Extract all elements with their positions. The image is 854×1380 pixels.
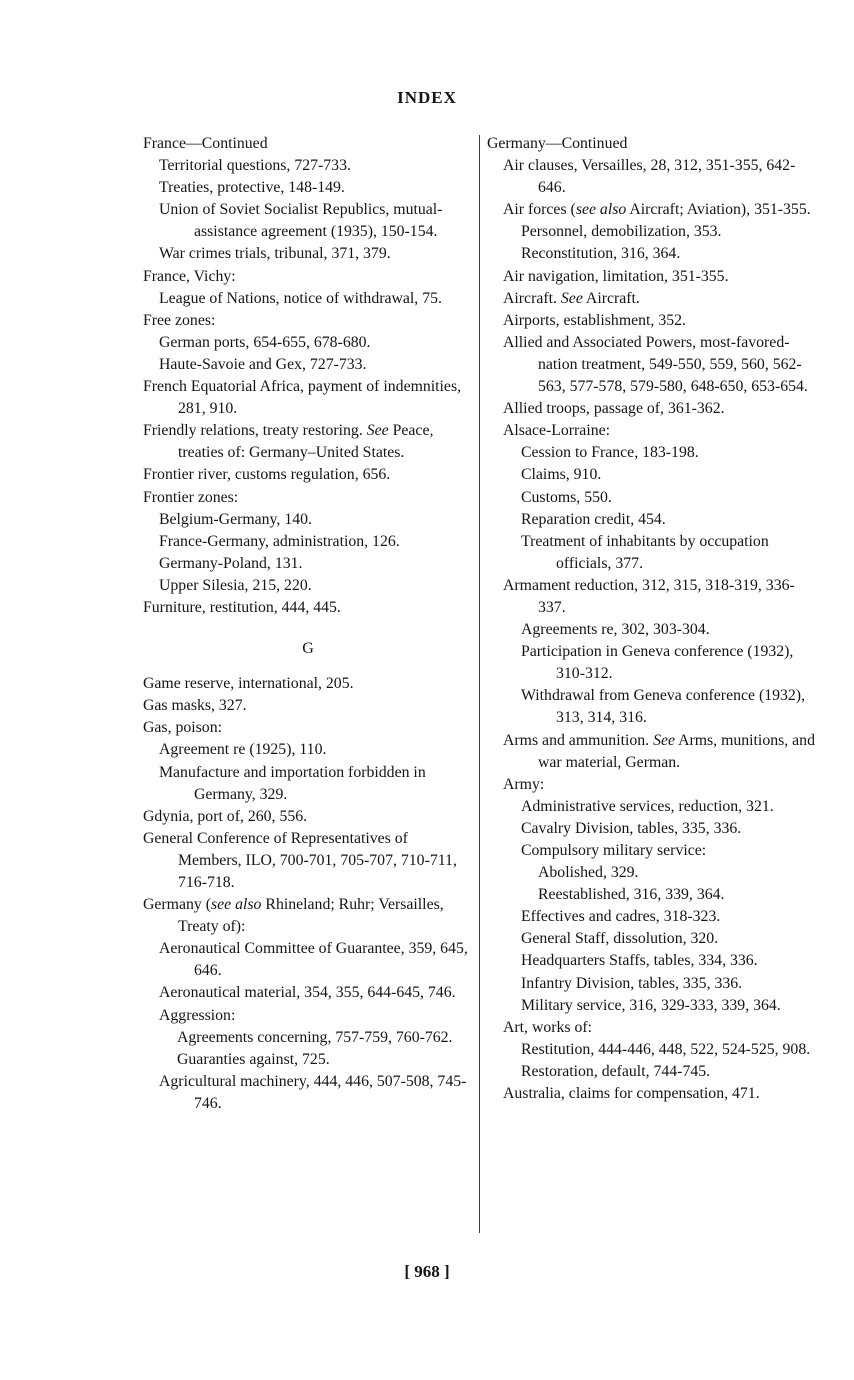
see-reference: See [653,731,675,749]
index-entry [487,398,819,420]
index-entry [487,575,819,619]
entry-text: Gas masks, 327. [143,697,247,715]
index-entry [143,509,473,531]
index-entry [487,884,819,906]
index-entry [487,487,819,509]
index-entry [143,739,473,761]
index-entry [487,288,819,310]
entry-text: Manufacture and importation forbidden in Germany, 329. [159,763,426,803]
entry-text: German ports, 654-655, 678-680. [159,333,371,351]
entry-text: Air navigation, limitation, 351-355. [503,267,729,285]
entry-text: Frontier river, customs regulation, 656. [143,466,391,484]
entry-text: Aircraft. [503,289,557,307]
index-entry [487,133,819,155]
entry-text: Haute-Savoie and Gex, 727-733. [159,355,367,373]
index-entry [487,243,819,265]
index-entry [487,619,819,641]
entry-text: Air forces ( [503,201,576,219]
entry-text: Game reserve, international, 205. [143,675,354,693]
index-entry [143,199,473,243]
entry-text: Agreements re, 302, 303-304. [521,621,710,639]
entry-text: Germany ( [143,896,211,914]
index-entry [143,982,473,1004]
entry-text: Aeronautical Committee of Guarantee, 359, 645, 646. [159,940,468,980]
page-number: [ 968 ] [404,1262,450,1281]
entry-reference-target: Aircraft; Aviation), 351-355. [629,201,811,219]
index-entry [487,906,819,928]
entry-text: France-Germany, administration, 126. [159,532,400,550]
entry-text: Furniture, restitution, 444, 445. [143,598,341,616]
index-entry [487,641,819,685]
entry-text: Gas, poison: [143,719,222,737]
section-letter-heading: G [302,640,314,658]
entry-text: Aggression: [159,1006,236,1024]
entry-text: Armament reduction, 312, 315, 318-319, 336-337. [503,576,795,616]
index-entry [143,597,473,619]
index-entry [143,310,473,332]
entry-text: Participation in Geneva conference (1932), 310-312. [521,643,794,683]
see-reference: See [560,289,583,307]
index-entry [487,442,819,464]
index-entry [143,575,473,597]
column-divider [479,135,480,1233]
entry-text: France, Vichy: [143,267,236,285]
entry-text: Withdrawal from Geneva conference (1932), 313, 314, 316. [521,687,806,727]
entry-text: Compulsory military service: [521,842,707,859]
index-entry [143,354,473,376]
entry-text: Frontier zones: [143,488,239,506]
index-entry [487,155,819,199]
index-entry [487,840,819,862]
index-entry [487,1083,819,1105]
index-entry [143,894,473,938]
entry-text: Treaties, protective, 148-149. [159,179,345,197]
entry-text: French Equatorial Africa, payment of indemnities, 281, 910. [143,378,462,418]
entry-text: Restoration, default, 744-745. [521,1062,711,1080]
index-entry [143,531,473,553]
entry-text: Reestablished, 316, 339, 364. [538,886,725,904]
index-column-right [487,133,819,1105]
see-reference: See [366,422,389,440]
index-entry [143,1071,473,1115]
entry-text: Claims, 910. [521,466,602,484]
index-entry [143,717,473,739]
entry-text: Aeronautical material, 354, 355, 644-645, 746. [159,984,456,1002]
index-entry [487,420,819,442]
entry-text: Allied troops, passage of, 361-362. [503,400,725,418]
entry-text: Abolished, 329. [538,864,639,882]
entry-text: Cession to France, 183-198. [521,444,699,462]
index-entry [487,266,819,288]
page-title: INDEX [397,88,457,107]
index-entry [487,796,819,818]
index-entry [143,376,473,420]
index-entry [143,938,473,982]
entry-text: Headquarters Staffs, tables, 334, 336. [521,952,758,970]
entry-text: Belgium-Germany, 140. [159,510,312,528]
index-entry [143,1027,473,1049]
index-entry [143,487,473,509]
entry-text: Reconstitution, 316, 364. [521,245,681,263]
entry-text: Germany-Poland, 131. [159,554,303,572]
entry-text: Friendly relations, treaty restoring. [143,422,363,440]
index-entry [143,288,473,310]
entry-text: Air clauses, Versailles, 28, 312, 351-355, 642-646. [503,157,796,197]
index-entry [487,531,819,575]
index-entry [143,332,473,354]
entry-text: Arms and ammunition. [503,731,650,749]
entry-text: Australia, claims for compensation, 471. [503,1085,760,1103]
index-entry [487,730,819,774]
index-entry [143,828,473,894]
entry-text: Military service, 316, 329-333, 339, 364. [521,996,781,1014]
entry-text: France—Continued [143,135,268,152]
entry-text: Agricultural machinery, 444, 446, 507-508, 745-746. [159,1072,467,1112]
see-reference: see also [575,201,627,219]
index-entry [487,509,819,531]
index-entry [487,464,819,486]
entry-text: General Staff, dissolution, 320. [521,930,719,948]
index-entry [143,553,473,575]
index-entry [487,1061,819,1083]
index-entry [487,332,819,398]
entry-text: Free zones: [143,311,216,329]
index-entry [143,177,473,199]
entry-reference-target: Peace, treaties of: Germany–United States. [178,422,434,462]
entry-text: Allied and Associated Powers, most-favored-nation treatment, 549-550, 559, 560, 562-563, 577-578, 579-580, 648-650, 653-654. [503,333,808,396]
index-entry [143,420,473,464]
entry-text: Alsace-Lorraine: [503,422,611,440]
index-entry [143,1049,473,1071]
entry-text: Administrative services, reduction, 321. [521,797,774,815]
index-entry [487,310,819,332]
index-entry [487,221,819,243]
index-entry [487,1017,819,1039]
index-entry [143,1005,473,1027]
entry-text: Reparation credit, 454. [521,510,666,528]
index-entry [143,133,473,155]
entry-text: Upper Silesia, 215, 220. [159,576,312,594]
entry-text: Agreements concerning, 757-759, 760-762. [177,1028,453,1046]
entry-text: Cavalry Division, tables, 335, 336. [521,819,742,837]
index-entry [487,973,819,995]
index-entry [143,155,473,177]
entry-text: Union of Soviet Socialist Republics, mutual-assistance agreement (1935), 150-154. [159,201,443,241]
index-column-left [143,133,473,1115]
index-entry [143,695,473,717]
index-entry [487,685,819,729]
entry-text: Personnel, demobilization, 353. [521,223,722,241]
entry-text: Guaranties against, 725. [177,1050,330,1068]
entry-text: Territorial questions, 727-733. [159,157,351,175]
entry-text: Art, works of: [503,1018,593,1036]
see-reference: see also [211,896,262,914]
index-entry [143,243,473,265]
entry-text: League of Nations, notice of withdrawal, 75. [159,289,442,307]
entry-text: Restitution, 444-446, 448, 522, 524-525, 908. [521,1040,811,1058]
entry-reference-target: Arms, munitions, and war material, German. [538,731,815,771]
index-entry [487,928,819,950]
entry-text: Effectives and cadres, 318-323. [521,908,721,926]
entry-text: Army: [503,775,545,793]
entry-text: Germany—Continued [487,135,628,152]
index-entry [143,673,473,695]
index-entry [143,464,473,486]
index-entry [487,950,819,972]
entry-text: War crimes trials, tribunal, 371, 379. [159,245,391,263]
index-entry [487,818,819,840]
entry-text: Airports, establishment, 352. [503,311,686,329]
index-entry [487,862,819,884]
entry-text: Gdynia, port of, 260, 556. [143,807,308,825]
entry-text: Customs, 550. [521,488,612,506]
index-entry [143,806,473,828]
index-entry [487,199,819,221]
entry-text: Infantry Division, tables, 335, 336. [521,974,743,992]
index-entry [487,995,819,1017]
entry-text: General Conference of Representatives of Members, ILO, 700-701, 705-707, 710-711, 716-718. [143,829,457,891]
index-entry [487,1039,819,1061]
entry-reference-target: Rhineland; Ruhr; Versailles, Treaty of): [178,896,444,936]
entry-text: Agreement re (1925), 110. [159,741,327,759]
index-entry [487,774,819,796]
index-entry [143,266,473,288]
index-entry [143,762,473,806]
entry-text: Treatment of inhabitants by occupation officials, 377. [521,532,769,572]
entry-reference-target: Aircraft. [585,289,640,307]
